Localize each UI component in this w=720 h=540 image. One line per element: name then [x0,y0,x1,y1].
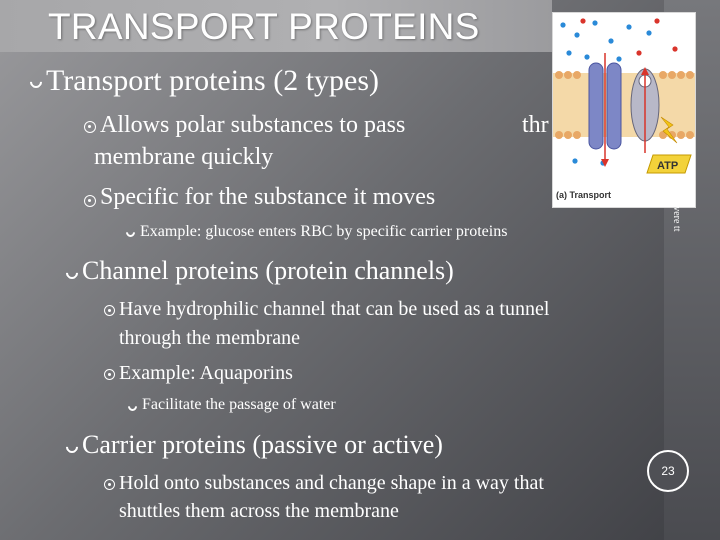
circle-bullet-icon [104,479,115,490]
heading-channel-proteins: Channel proteins (protein channels) [82,256,454,285]
circle-bullet-icon [104,305,115,316]
circle-bullet-icon [84,195,96,207]
page-number: 23 [647,450,689,492]
allows-text-cut: thr [522,112,549,138]
example-glucose-text: Example: glucose enters RBC by specific carrier proteins [140,223,508,240]
channel-have-text-cont: through the membrane [119,327,301,349]
arc-bullet-icon [126,400,139,413]
allows-text-cont: membrane quickly [94,144,274,170]
arc-bullet-icon [124,226,137,239]
channel-have-text: Have hydrophilic channel that can be used as a tunnel [119,298,550,320]
allows-text: Allows polar substances to pass [100,112,406,138]
arc-bullet-icon [64,265,81,282]
circle-bullet-icon [84,121,96,133]
arc-bullet-icon [28,74,45,91]
figure-caption: (a) Transport [556,190,612,200]
slide-title: TRANSPORT PROTEINS [48,6,480,47]
channel-example-text: Example: Aquaporins [119,362,293,384]
carrier-hold-text-cont: shuttles them across the membrane [119,500,399,522]
specific-text: Specific for the substance it moves [100,184,436,210]
credit-text: t Avere tt [671,195,682,232]
heading-carrier-proteins: Carrier proteins (passive or active) [82,430,443,459]
svg-text:ATP: ATP [657,160,679,172]
carrier-hold-text: Hold onto substances and change shape in a way that [119,472,544,494]
circle-bullet-icon [104,369,115,380]
membrane-transport-diagram [553,13,695,207]
arc-bullet-icon [64,439,81,456]
heading-transport-proteins: Transport proteins (2 types) [46,64,380,97]
facilitate-text: Facilitate the passage of water [142,396,336,413]
transport-figure [552,12,696,208]
